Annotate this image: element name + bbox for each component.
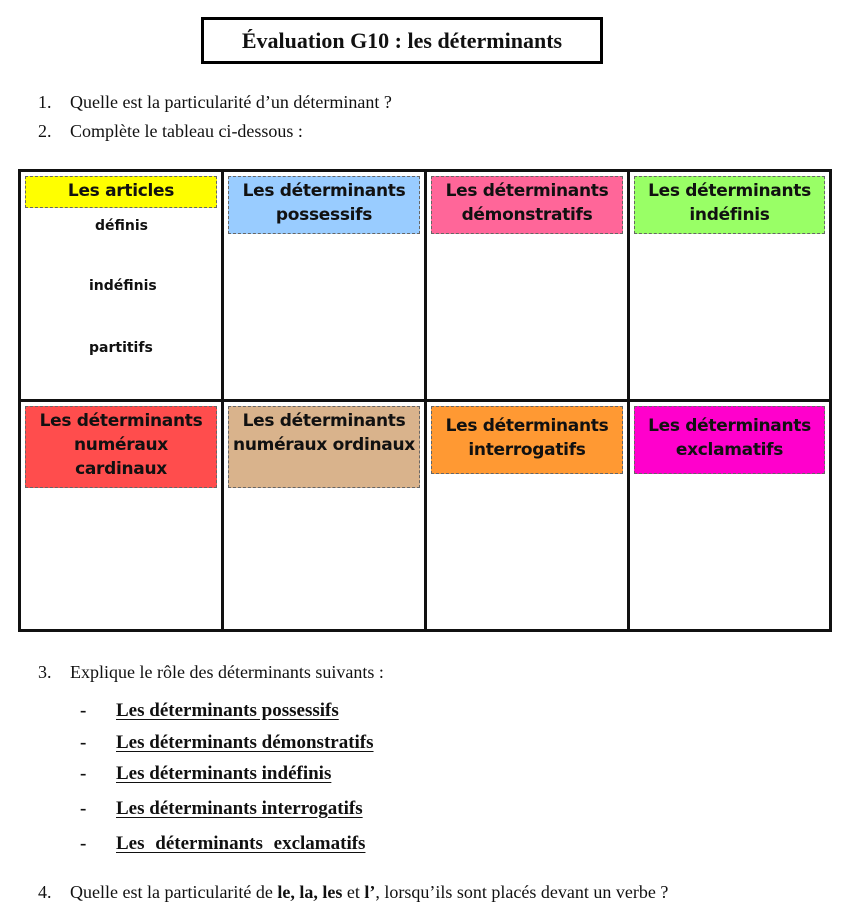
label-interrogatifs: Les déterminants interrogatifs [431,406,623,474]
question-number: 3. [38,662,52,682]
dash: - [80,732,87,753]
label-demonstratifs: Les déterminants démonstratifs [431,176,623,234]
dash: - [80,798,87,819]
cell-demonstratifs[interactable] [427,172,630,402]
determinants-table [18,169,832,632]
list-item-text: Les déterminants indéfinis [116,763,332,784]
dash: - [80,700,87,721]
label-ordinaux: Les déterminants numéraux ordinaux [228,406,420,488]
label-indefinis: Les déterminants indéfinis [634,176,825,234]
question-2 [38,121,303,142]
cell-exclamatifs[interactable] [630,402,829,629]
cell-interrogatifs[interactable] [427,402,630,629]
question-text: Explique le rôle des déterminants suivants : [70,662,384,682]
q4-bold2: l’ [364,882,376,902]
dash: - [80,833,87,854]
label-exclamatifs: Les déterminants exclamatifs [634,406,825,474]
question-text: Complète le tableau ci-dessous : [70,121,303,141]
list-item-text: Les déterminants démonstratifs [116,732,374,753]
sub-indefinis: indéfinis [89,278,157,294]
cell-possessifs[interactable] [224,172,427,402]
label-cardinaux: Les déterminants numéraux cardinaux [25,406,217,488]
list-item-text: Les déterminants exclamatifs [116,833,366,854]
label-articles: Les articles [25,176,217,208]
cell-ordinaux[interactable] [224,402,427,629]
page-title: Évaluation G10 : les déterminants [201,17,603,64]
q4-pre: Quelle est la particularité de [70,882,278,902]
question-text: Quelle est la particularité d’un déterminant ? [70,92,392,112]
question-4 [38,882,668,903]
label-possessifs: Les déterminants possessifs [228,176,420,234]
question-number: 4. [38,882,52,902]
q4-mid: et [342,882,365,902]
cell-cardinaux[interactable] [21,402,224,629]
sub-definis: définis [95,218,148,234]
question-3 [38,662,384,683]
q4-bold: le, la, les [277,882,343,902]
list-item-text: Les déterminants possessifs [116,700,339,721]
list-item-text: Les déterminants interrogatifs [116,798,363,819]
cell-indefinis[interactable] [630,172,829,402]
cell-articles[interactable] [21,172,224,402]
question-number: 1. [38,92,52,112]
dash: - [80,763,87,784]
question-1 [38,92,392,113]
question-number: 2. [38,121,52,141]
sub-partitifs: partitifs [89,340,153,356]
q4-post: , lorsqu’ils sont placés devant un verbe ? [375,882,669,902]
